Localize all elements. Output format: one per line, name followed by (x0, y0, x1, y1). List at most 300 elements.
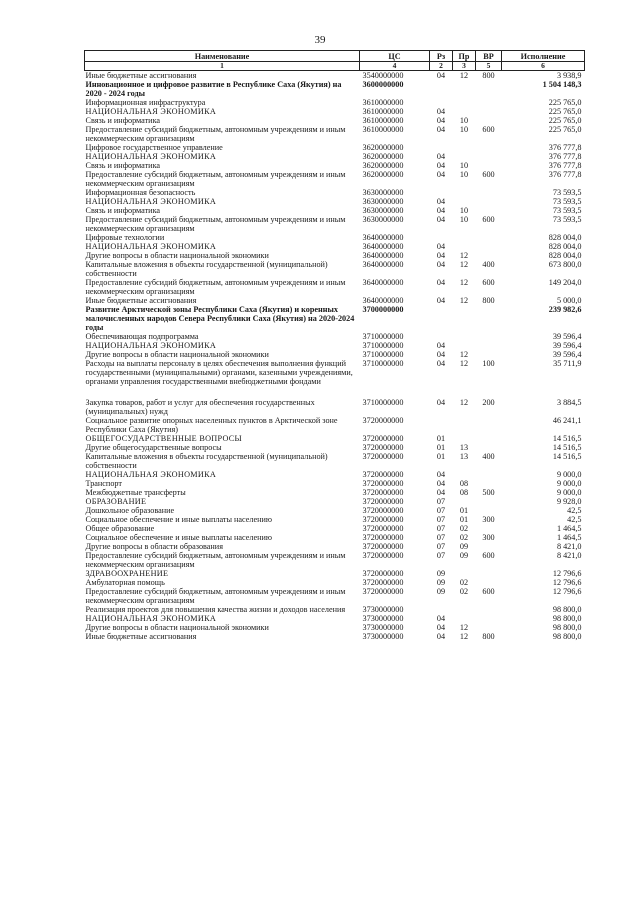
row-pr-code: 01 (459, 515, 469, 524)
table-row (85, 260, 585, 278)
row-name: Иные бюджетные ассигнования (85, 296, 197, 305)
row-pr-code (453, 197, 476, 206)
row-amount: 3 938,9 (556, 71, 582, 80)
row-name: Предоставление субсидий бюджетным, автономным учреждениям и иным некоммерческим организациям (85, 587, 346, 605)
header-vr: ВР (476, 51, 502, 62)
row-amount: 9 000,0 (556, 488, 582, 497)
row-vr-code: 600 (482, 551, 495, 560)
row-pr-code: 12 (459, 71, 469, 80)
row-rz-code: 04 (436, 632, 446, 641)
row-cs-code: 3630000000 (362, 197, 404, 206)
column-number: 3 (453, 62, 476, 71)
table-row (85, 242, 585, 251)
row-pr-code: 13 (459, 443, 469, 452)
table-row (85, 542, 585, 551)
row-amount: 8 421,0 (556, 551, 582, 560)
table-row (85, 215, 585, 233)
row-pr-code (453, 98, 476, 107)
row-rz-code: 07 (436, 515, 446, 524)
row-pr-code (453, 341, 476, 350)
row-amount: 9 000,0 (556, 470, 582, 479)
row-rz-code: 07 (436, 497, 446, 506)
row-amount: 225 765,0 (548, 116, 582, 125)
row-vr-code (476, 143, 502, 152)
row-rz-code: 04 (436, 152, 446, 161)
row-pr-code: 12 (459, 398, 469, 407)
row-rz-code: 01 (436, 452, 446, 461)
row-cs-code: 3610000000 (362, 107, 404, 116)
row-cs-code: 3710000000 (362, 332, 404, 341)
row-name: Иные бюджетные ассигнования (85, 71, 197, 80)
row-pr-code: 13 (459, 452, 469, 461)
row-vr-code (476, 479, 502, 488)
row-rz-code: 04 (436, 623, 446, 632)
row-name: Предоставление субсидий бюджетным, автономным учреждениям и иным некоммерческим организациям (85, 215, 346, 233)
table-row (85, 569, 585, 578)
table-row (85, 107, 585, 116)
row-pr-code (453, 497, 476, 506)
row-amount: 42,5 (567, 515, 582, 524)
row-cs-code: 3540000000 (362, 71, 404, 80)
table-row (85, 170, 585, 188)
row-cs-code: 3730000000 (362, 605, 404, 614)
row-amount: 3 884,5 (556, 398, 582, 407)
row-vr-code (476, 197, 502, 206)
table-row (85, 632, 585, 641)
table-row (85, 332, 585, 341)
row-rz-code: 04 (436, 488, 446, 497)
row-amount: 828 004,0 (548, 242, 582, 251)
row-cs-code: 3720000000 (362, 452, 404, 461)
row-vr-code (476, 614, 502, 623)
row-pr-code: 12 (459, 278, 469, 287)
row-rz-code: 04 (436, 350, 446, 359)
table-row (85, 623, 585, 632)
row-amount: 376 777,8 (548, 170, 582, 179)
row-vr-code (476, 416, 502, 434)
row-name: Реализация проектов для повышения качества жизни и доходов населения (85, 605, 346, 614)
row-cs-code: 3720000000 (362, 542, 404, 551)
row-name: Цифровое государственное управление (85, 143, 223, 152)
row-vr-code: 600 (482, 587, 495, 596)
row-amount: 98 800,0 (552, 623, 582, 632)
row-rz-code: 07 (436, 542, 446, 551)
row-name: Капитальные вложения в объекты государственной (муниципальной) собственности (85, 260, 328, 278)
row-name: Межбюджетные трансферты (85, 488, 186, 497)
row-cs-code: 3720000000 (362, 416, 404, 425)
row-pr-code (453, 188, 476, 197)
row-vr-code (476, 542, 502, 551)
row-name: Цифровые технологии (85, 233, 165, 242)
row-vr-code (476, 242, 502, 251)
row-vr-code: 600 (482, 215, 495, 224)
row-name: НАЦИОНАЛЬНАЯ ЭКОНОМИКА (85, 470, 217, 479)
column-number: 2 (430, 62, 453, 71)
table-row (85, 533, 585, 542)
column-number: 1 (85, 62, 360, 71)
row-cs-code: 3630000000 (362, 206, 404, 215)
row-vr-code (476, 305, 502, 332)
row-name: Социальное обеспечение и иные выплаты населению (85, 533, 272, 542)
header-sum: Исполнение (502, 51, 585, 62)
row-cs-code: 3640000000 (362, 242, 404, 251)
column-number: 5 (476, 62, 502, 71)
table-row (85, 470, 585, 479)
row-cs-code: 3720000000 (362, 434, 404, 443)
table-row (85, 152, 585, 161)
row-pr-code (453, 242, 476, 251)
row-name: Капитальные вложения в объекты государственной (муниципальной) собственности (85, 452, 328, 470)
row-vr-code (476, 107, 502, 116)
row-cs-code: 3720000000 (362, 479, 404, 488)
table-row (85, 116, 585, 125)
row-cs-code: 3720000000 (362, 569, 404, 578)
row-pr-code (453, 143, 476, 152)
row-vr-code (476, 332, 502, 341)
row-pr-code: 12 (459, 251, 469, 260)
row-vr-code: 800 (482, 296, 495, 305)
row-vr-code (476, 251, 502, 260)
row-cs-code: 3710000000 (362, 398, 404, 407)
table-row (85, 434, 585, 443)
table-row (85, 71, 585, 81)
row-name: НАЦИОНАЛЬНАЯ ЭКОНОМИКА (85, 614, 217, 623)
row-cs-code: 3720000000 (362, 515, 404, 524)
row-rz-code: 09 (436, 569, 446, 578)
table-row (85, 161, 585, 170)
row-cs-code: 3640000000 (362, 260, 404, 269)
row-rz-code: 07 (436, 524, 446, 533)
table-row (85, 251, 585, 260)
row-pr-code (453, 416, 476, 434)
row-name: НАЦИОНАЛЬНАЯ ЭКОНОМИКА (85, 341, 217, 350)
row-rz-code: 04 (436, 341, 446, 350)
page-number: 39 (314, 34, 326, 46)
header-rz: Рз (430, 51, 453, 62)
row-rz-code: 09 (436, 578, 446, 587)
row-rz-code: 04 (436, 479, 446, 488)
row-rz-code: 07 (436, 551, 446, 560)
row-name: Другие вопросы в области национальной экономики (85, 623, 269, 632)
row-vr-code (476, 80, 502, 98)
row-pr-code (453, 107, 476, 116)
row-vr-code (476, 434, 502, 443)
row-amount: 1 464,5 (556, 524, 582, 533)
row-vr-code: 800 (482, 71, 495, 80)
row-pr-code: 09 (459, 551, 469, 560)
table-row (85, 452, 585, 470)
row-rz-code (430, 188, 453, 197)
row-rz-code (430, 143, 453, 152)
row-name: Социальное обеспечение и иные выплаты населению (85, 515, 272, 524)
row-amount: 1 504 148,3 (542, 80, 582, 89)
row-name: НАЦИОНАЛЬНАЯ ЭКОНОМИКА (85, 152, 217, 161)
header-pr: Пр (453, 51, 476, 62)
row-pr-code (453, 332, 476, 341)
row-pr-code: 12 (459, 632, 469, 641)
row-amount: 98 800,0 (552, 632, 582, 641)
row-pr-code (453, 233, 476, 242)
row-vr-code (476, 152, 502, 161)
row-vr-code (476, 524, 502, 533)
row-pr-code: 12 (459, 350, 469, 359)
row-vr-code: 500 (482, 488, 495, 497)
row-amount: 73 593,5 (552, 188, 582, 197)
row-amount: 39 596,4 (552, 350, 582, 359)
row-vr-code (476, 506, 502, 515)
row-pr-code: 10 (459, 170, 469, 179)
row-rz-code: 01 (436, 443, 446, 452)
row-vr-code: 600 (482, 278, 495, 287)
row-cs-code: 3630000000 (362, 188, 404, 197)
row-cs-code: 3720000000 (362, 587, 404, 596)
row-amount: 14 516,5 (552, 452, 582, 461)
row-name: Связь и информатика (85, 116, 161, 125)
row-amount: 376 777,8 (548, 152, 582, 161)
table-body (85, 71, 585, 642)
row-vr-code: 300 (482, 533, 495, 542)
row-vr-code: 600 (482, 170, 495, 179)
row-vr-code (476, 569, 502, 578)
row-rz-code (430, 80, 453, 98)
table-row (85, 578, 585, 587)
row-pr-code: 12 (459, 359, 469, 368)
row-pr-code: 12 (459, 623, 469, 632)
row-cs-code: 3710000000 (362, 359, 404, 368)
row-pr-code: 01 (459, 506, 469, 515)
row-amount: 73 593,5 (552, 215, 582, 224)
row-amount: 149 204,0 (548, 278, 582, 287)
row-rz-code: 04 (436, 260, 446, 269)
row-cs-code: 3730000000 (362, 614, 404, 623)
row-pr-code: 10 (459, 161, 469, 170)
row-cs-code: 3630000000 (362, 215, 404, 224)
row-name: Другие вопросы в области национальной экономики (85, 350, 269, 359)
row-rz-code: 04 (436, 296, 446, 305)
column-number-row (85, 62, 585, 71)
row-name: Развитие Арктической зоны Республики Саха (Якутия) и коренных малочисленных народов Севера Республики Саха (Якутия) на 2020-2024 годы (85, 305, 355, 332)
row-pr-code: 10 (459, 206, 469, 215)
row-name: Амбулаторная помощь (85, 578, 165, 587)
row-name: Предоставление субсидий бюджетным, автономным учреждениям и иным некоммерческим организациям (85, 170, 346, 188)
row-name: Информационная инфраструктура (85, 98, 206, 107)
row-vr-code (476, 233, 502, 242)
row-amount: 98 800,0 (552, 614, 582, 623)
row-rz-code: 07 (436, 533, 446, 542)
row-rz-code (430, 416, 453, 434)
row-amount: 39 596,4 (552, 341, 582, 350)
row-name: ОБЩЕГОСУДАРСТВЕННЫЕ ВОПРОСЫ (85, 434, 242, 443)
row-name: Связь и информатика (85, 206, 161, 215)
row-cs-code: 3720000000 (362, 551, 404, 560)
row-name: НАЦИОНАЛЬНАЯ ЭКОНОМИКА (85, 242, 217, 251)
row-cs-code: 3640000000 (362, 278, 404, 287)
table-row (85, 605, 585, 614)
table-row (85, 296, 585, 305)
row-pr-code (453, 605, 476, 614)
row-cs-code: 3610000000 (362, 116, 404, 125)
row-name: Расходы на выплаты персоналу в целях обеспечения выполнения функций государственными (муниципальными) органами, казенными учреждениями, органами управления государственными внебюджетными фондами (85, 359, 353, 386)
row-pr-code: 02 (459, 533, 469, 542)
row-amount: 225 765,0 (548, 98, 582, 107)
row-vr-code: 300 (482, 515, 495, 524)
row-amount: 376 777,8 (548, 161, 582, 170)
row-vr-code (476, 161, 502, 170)
table-row (85, 80, 585, 98)
row-pr-code: 12 (459, 296, 469, 305)
row-amount: 9 000,0 (556, 479, 582, 488)
row-cs-code: 3720000000 (362, 497, 404, 506)
row-name: Дошкольное образование (85, 506, 175, 515)
row-vr-code (476, 206, 502, 215)
row-amount: 5 000,0 (556, 296, 582, 305)
table-row (85, 443, 585, 452)
row-rz-code: 01 (436, 434, 446, 443)
row-name: Другие вопросы в области национальной экономики (85, 251, 269, 260)
table-row (85, 341, 585, 350)
row-pr-code: 12 (459, 260, 469, 269)
row-name: НАЦИОНАЛЬНАЯ ЭКОНОМИКА (85, 107, 217, 116)
row-amount: 1 464,5 (556, 533, 582, 542)
row-vr-code (476, 98, 502, 107)
table-row (85, 305, 585, 332)
row-rz-code: 04 (436, 206, 446, 215)
row-name: Предоставление субсидий бюджетным, автономным учреждениям и иным некоммерческим организациям (85, 125, 346, 143)
row-pr-code: 10 (459, 215, 469, 224)
row-rz-code: 04 (436, 398, 446, 407)
header-cs: ЦС (360, 51, 430, 62)
row-cs-code: 3610000000 (362, 98, 404, 107)
row-amount: 376 777,8 (548, 143, 582, 152)
row-cs-code: 3720000000 (362, 470, 404, 479)
table-row (85, 479, 585, 488)
column-number: 4 (360, 62, 430, 71)
row-rz-code: 04 (436, 359, 446, 368)
table-row (85, 98, 585, 107)
header-name: Наименование (85, 51, 360, 62)
table-row (85, 515, 585, 524)
row-pr-code: 10 (459, 116, 469, 125)
row-amount: 12 796,6 (552, 578, 582, 587)
row-cs-code: 3720000000 (362, 488, 404, 497)
row-name: Обеспечивающая подпрограмма (85, 332, 199, 341)
row-amount: 9 928,0 (556, 497, 582, 506)
row-pr-code (453, 434, 476, 443)
row-name: Закупка товаров, работ и услуг для обеспечения государственных (муниципальных) нужд (85, 398, 315, 416)
row-name: Предоставление субсидий бюджетным, автономным учреждениям и иным некоммерческим организациям (85, 278, 346, 296)
row-cs-code: 3710000000 (362, 341, 404, 350)
row-pr-code: 02 (459, 578, 469, 587)
row-rz-code: 04 (436, 125, 446, 134)
row-amount: 35 711,9 (553, 359, 582, 368)
row-cs-code: 3620000000 (362, 152, 404, 161)
row-cs-code: 3640000000 (362, 296, 404, 305)
table-row (85, 497, 585, 506)
row-amount: 225 765,0 (548, 107, 582, 116)
row-amount: 46 241,1 (552, 416, 582, 425)
table-row (85, 359, 585, 398)
row-cs-code: 3720000000 (362, 524, 404, 533)
row-pr-code (453, 80, 476, 98)
table-row (85, 188, 585, 197)
row-name: Предоставление субсидий бюджетным, автономным учреждениям и иным некоммерческим организациям (85, 551, 346, 569)
row-rz-code: 04 (436, 170, 446, 179)
column-number: 6 (502, 62, 585, 71)
row-name: Связь и информатика (85, 161, 161, 170)
row-rz-code (430, 305, 453, 332)
row-cs-code: 3600000000 (362, 80, 404, 89)
row-amount: 239 982,6 (548, 305, 582, 314)
row-cs-code: 3730000000 (362, 623, 404, 632)
row-cs-code: 3730000000 (362, 632, 404, 641)
row-cs-code: 3620000000 (362, 170, 404, 179)
table-row (85, 350, 585, 359)
table-row (85, 278, 585, 296)
row-cs-code: 3720000000 (362, 578, 404, 587)
row-pr-code (453, 305, 476, 332)
table-row (85, 416, 585, 434)
row-rz-code: 04 (436, 215, 446, 224)
row-amount: 14 516,5 (552, 434, 582, 443)
row-rz-code (430, 233, 453, 242)
row-vr-code: 800 (482, 632, 495, 641)
row-pr-code (453, 152, 476, 161)
row-vr-code (476, 188, 502, 197)
row-name: Информационная безопасность (85, 188, 196, 197)
row-vr-code (476, 578, 502, 587)
row-rz-code: 04 (436, 116, 446, 125)
row-amount: 39 596,4 (552, 332, 582, 341)
row-vr-code: 600 (482, 125, 495, 134)
row-amount: 12 796,6 (552, 569, 582, 578)
row-rz-code: 04 (436, 470, 446, 479)
row-rz-code: 04 (436, 197, 446, 206)
row-vr-code (476, 443, 502, 452)
table-row (85, 524, 585, 533)
table-row (85, 125, 585, 143)
row-vr-code: 400 (482, 452, 495, 461)
row-rz-code: 04 (436, 251, 446, 260)
row-name: НАЦИОНАЛЬНАЯ ЭКОНОМИКА (85, 197, 217, 206)
row-cs-code: 3720000000 (362, 533, 404, 542)
row-name: Другие общегосударственные вопросы (85, 443, 222, 452)
row-amount: 828 004,0 (548, 233, 582, 242)
row-cs-code: 3720000000 (362, 506, 404, 515)
row-amount: 8 421,0 (556, 542, 582, 551)
row-pr-code: 02 (459, 524, 469, 533)
table-row (85, 233, 585, 242)
row-rz-code (430, 332, 453, 341)
row-cs-code: 3700000000 (362, 305, 404, 314)
row-rz-code: 07 (436, 506, 446, 515)
row-vr-code (476, 623, 502, 632)
row-cs-code: 3720000000 (362, 443, 404, 452)
row-name: Другие вопросы в области образования (85, 542, 223, 551)
row-pr-code: 08 (459, 488, 469, 497)
table-row (85, 506, 585, 515)
row-vr-code (476, 350, 502, 359)
budget-table (84, 50, 585, 641)
row-amount: 225 765,0 (548, 125, 582, 134)
row-cs-code: 3640000000 (362, 251, 404, 260)
row-name: ОБРАЗОВАНИЕ (85, 497, 147, 506)
row-pr-code: 02 (459, 587, 469, 596)
row-rz-code: 04 (436, 161, 446, 170)
row-rz-code (430, 98, 453, 107)
table-row (85, 398, 585, 416)
table-row (85, 206, 585, 215)
row-pr-code (453, 470, 476, 479)
